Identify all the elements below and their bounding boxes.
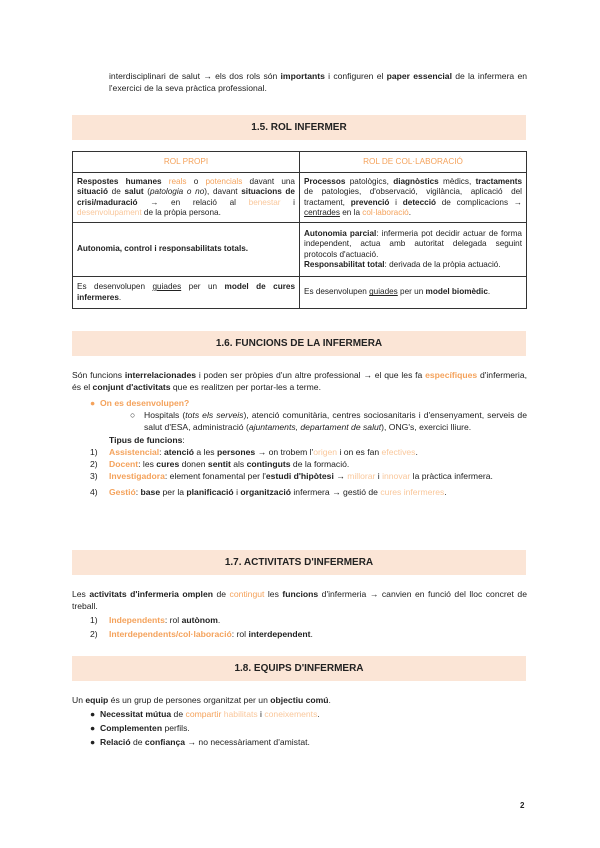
list-item: ● Complementen perfils. [90,723,190,734]
funcions-list [72,397,527,499]
list-item: 3) Investigadora: element fonamental per l'estudi d'hipòtesi → millorar i innovar la pràctica infermera. [90,471,493,482]
bullet-icon: ● [90,723,96,734]
list-item: 4) Gestió: base per la planificació i organització infermera → gestió de cures infermeres. [90,487,447,498]
table-cell: Autonomia parcial: infermeria pot decidir actuar de forma independent, actua amb autoritat delegada seguint protocols d'actuació. Responsabilitat total: derivada de la pròpia actuació. [300,223,527,277]
activitats-list [72,614,527,640]
table-row [73,223,527,277]
equips-list [72,708,527,749]
list-item: ● On es desenvolupen? [90,398,190,408]
bullet-icon: ● [90,737,96,748]
table-cell: Respostes humanes reals o potencials davant una situació de salut (patologia o no), davant situacions de crisi/maduració → en relació al benestar i desenvolupament de la pròpia persona. [73,173,300,223]
section-heading-equips: 1.8. EQUIPS D'INFERMERA [72,656,526,681]
activitats-paragraph: Les activitats d'infermeria omplen de contingut les funcions d'infermeria → canvien en funció del lloc concret de treball. [72,589,527,612]
section-heading-funcions: 1.6. FUNCIONS DE LA INFERMERA [72,331,526,356]
section-heading-rol-infermer: 1.5. ROL INFERMER [72,115,526,140]
list-item: ○ Hospitals (tots els serveis), atenció comunitària, centres sociosanitaris i d'ensenyament, serveis de salut d'ESA, administració (ajuntaments, departament de salut), ONG's, exercici lliure. [130,410,527,433]
table-header-rol-propi: ROL PROPI [73,152,300,173]
bullet-icon: ● [90,709,96,719]
intro-paragraph: interdisciplinari de salut → els dos rols són importants i configuren el paper essencial de la infermera en l'exercici de la seva pràctica professional. [109,71,528,94]
table-cell: Autonomia, control i responsabilitats totals. [73,223,300,277]
equips-paragraph: Un equip és un grup de persones organitzat per un objectiu comú. [72,695,331,705]
list-item: 2) Interdependents/col·laboració: rol interdependent. [90,629,313,640]
hollow-bullet-icon: ○ [130,410,136,421]
list-item: 2) Docent: les cures donen sentit als continguts de la formació. [90,459,350,470]
list-item: 1) Assistencial: atenció a les persones → on trobem l'origen i on es fan efectives. [90,446,418,457]
section-heading-activitats: 1.7. ACTIVITATS D'INFERMERA [72,550,526,575]
types-title: Tipus de funcions: [109,434,185,445]
list-item: 1) Independents: rol autònom. [90,615,221,625]
list-item: ● Necessitat mútua de compartir habilitats i coneixements. [90,709,320,719]
page-number: 2 [520,801,525,810]
table-cell: Processos patològics, diagnòstics mèdics, tractaments de patologies, d'observació, vigilància, aplicació del tractament, prevenció i detecció de complicacions → centrades en la col·laboració. [300,173,527,223]
roles-table [72,151,527,309]
table-header-row [73,152,527,173]
list-item: ● Relació de confiança → no necessàriament d'amistat. [90,737,310,748]
funcions-paragraph: Són funcions interrelacionades i poden ser pròpies d'un altre professional → el que les fa específiques d'infermeria, és el conjunt d'activitats que es realitzen per portar-les a terme. [72,370,527,393]
table-row [73,173,527,223]
table-cell: Es desenvolupen guiades per un model biomèdic. [300,277,527,309]
table-header-rol-collaboracio: ROL DE COL·LABORACIÓ [300,152,527,173]
table-row [73,277,527,309]
bullet-icon: ● [90,398,96,408]
table-cell: Es desenvolupen guiades per un model de cures infermeres. [73,277,300,309]
